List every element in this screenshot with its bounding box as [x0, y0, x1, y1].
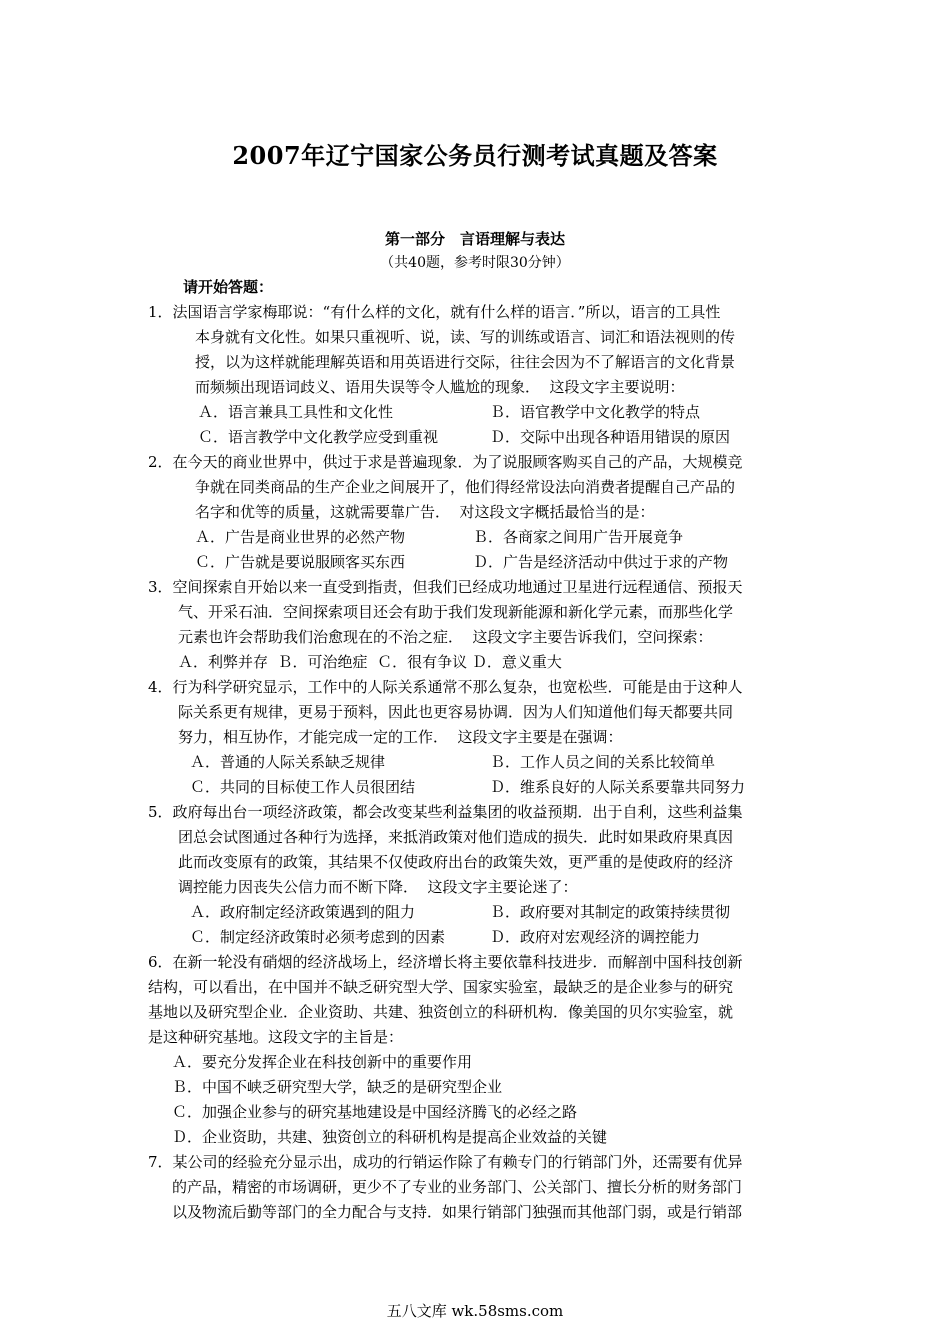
question-1-line-4: 而频频出现语词歧义、语用失误等令人尴尬的现象． 这段文字主要说明： — [195, 378, 685, 396]
question-3-line-2: 气、开采石油．空间探索项目还会有助于我们发现新能源和新化学元素，而那些化学 — [178, 603, 734, 621]
question-2-line-1: 2．在今天的商业世界中，供过于求是普遍现象．为了说服顾客购买自己的产品，大规模竞 — [148, 453, 743, 471]
question-5-line-1: 5．政府每出台一项经济政策，都会改变某些利益集团的收益预期．出于自利，这些利益集 — [148, 803, 743, 821]
question-3-line-1: 3．空间探索自开始以来一直受到指责，但我们已经成功地通过卫星进行远程通信、预报天 — [148, 578, 743, 596]
question-2-option-c: Ｃ．广告就是要说服顾客买东西 — [195, 553, 406, 571]
question-1-line-1: 1．法国语言学家梅耶说：“有什么样的文化，就有什么样的语言．”所以，语言的工具性 — [148, 303, 721, 321]
question-2-line-2: 争就在同类商品的生产企业之间展开了，他们得经常设法向消费者提醒自己产品的 — [195, 478, 736, 496]
question-4-line-2: 际关系更有规律，更易于预料，因此也更容易协调．因为人们知道他们每天都要共同 — [178, 703, 734, 721]
question-5-line-4: 调控能力因丧失公信力而不断下降． 这段文字主要论迷了： — [178, 878, 578, 896]
question-5-line-3: 此而改变原有的政策，其结果不仅使政府出台的政策失效，更严重的是使政府的经济 — [178, 853, 734, 871]
question-4-line-3: 努力，相互协作，才能完成一定的工作． 这段文字主要是在强调： — [178, 728, 623, 746]
question-1-option-b: Ｂ．语官教学中文化教学的特点 — [490, 403, 701, 421]
question-1-option-a: Ａ．语言兼具工具性和文化性 — [198, 403, 394, 421]
section-title: 第一部分 言语理解与表达 — [384, 230, 565, 248]
question-6-option-d: Ｄ．企业资助，共建、独资创立的科研机构是提高企业效益的关键 — [172, 1128, 608, 1146]
question-2-option-a: Ａ．广告是商业世界的必然产物 — [195, 528, 406, 546]
question-4-line-1: 4．行为科学研究显示，工作中的人际关系通常不那么复杂，也宽松些．可能是由于这种人 — [148, 678, 743, 696]
page-footer: 五八文库 wk.58sms.com — [386, 1302, 564, 1320]
question-4-option-d: Ｄ．维系良好的人际关系要靠共同努力 — [490, 778, 746, 796]
question-6-line-1: 6．在新一轮没有硝烟的经济战场上，经济增长将主要依靠科技进步．而解剖中国科技创新 — [148, 953, 743, 971]
question-1-option-d: Ｄ．交际中出现各种语用错误的原因 — [490, 428, 731, 446]
question-2-option-b: Ｂ．各商家之间用广告开展竟争 — [473, 528, 684, 546]
question-5-option-a: Ａ．政府制定经济政策遇到的阻力 — [190, 903, 416, 921]
question-4-option-c: Ｃ．共同的目标使工作人员很团结 — [190, 778, 416, 796]
question-6-option-c: Ｃ．加强企业参与的研究基地建设是中国经济腾飞的必经之路 — [172, 1103, 578, 1121]
question-1-line-2: 本身就有文化性。如果只重视听、说，读、写的训练或语言、词汇和语法视则的传 — [195, 328, 736, 346]
question-6-line-2: 结构，可以看出，在中国并不缺乏研究型大学、国家实验室，最缺乏的是企业参与的研究 — [148, 978, 734, 996]
question-4-option-b: Ｂ．工作人员之间的关系比较简单 — [490, 753, 716, 771]
question-7-line-1: 7．某公司的经验充分显示出，成功的行销运作除了有赖专门的行销部门外，还需要有优异 — [148, 1153, 743, 1171]
question-7-line-2: 的产品，精密的市场调研，更少不了专业的业务部门、公关部门、擅长分析的财务部门 — [172, 1178, 743, 1196]
question-2-line-3: 名字和优等的质量，这就需要靠广告． 对这段文字概括最恰当的是： — [195, 503, 655, 521]
document-title: 2007年辽宁国家公务员行测考试真题及答案 — [232, 141, 718, 170]
question-6-line-4: 是这种研究基地。这段文字的主旨是： — [148, 1028, 404, 1046]
question-5-option-c: Ｃ．制定经济政策时必须考虑到的因素 — [190, 928, 446, 946]
question-6-option-a: Ａ．要充分发挥企业在科技创新中的重要作用 — [172, 1053, 473, 1071]
question-3-line-3: 元素也许会帮助我们治愈现在的不治之症． 这段文字主要告诉我们，空问探索： — [178, 628, 713, 646]
question-7-line-3: 以及物流后勤等部门的全力配合与支持．如果行销部门独强而其他部门弱，或是行销部 — [172, 1203, 743, 1221]
question-2-option-d: Ｄ．广告是经济活动中供过于求的产物 — [473, 553, 729, 571]
question-4-option-a: Ａ．普通的人际关系缺乏规律 — [190, 753, 386, 771]
question-6-line-3: 基地以及研究型企业．企业资助、共建、独资创立的科研机构．像美国的贝尔实验室，就 — [148, 1003, 734, 1021]
question-5-option-d: Ｄ．政府对宏观经济的调控能力 — [490, 928, 701, 946]
question-5-option-b: Ｂ．政府要对其制定的政策持续贯彻 — [490, 903, 731, 921]
section-note: （共40题，参考时限30分钟） — [380, 255, 570, 271]
answer-prompt: 请开始答题： — [183, 278, 274, 296]
question-6-option-b: Ｂ．中国不峡乏研究型大学，缺乏的是研究型企业 — [172, 1078, 503, 1096]
question-1-option-c: Ｃ．语言教学中文化教学应受到重视 — [198, 428, 439, 446]
question-3-options: Ａ．利弊并存 Ｂ．可治绝症 Ｃ．很有争议 Ｄ．意义重大 — [178, 653, 562, 671]
question-5-line-2: 团总会试图通过各种行为选择，来抵消政策对他们造成的损失．此时如果政府果真因 — [178, 828, 734, 846]
question-1-line-3: 授，以为这样就能理解英语和用英语进行交际，往往会因为不了解语言的文化背景 — [195, 353, 736, 371]
